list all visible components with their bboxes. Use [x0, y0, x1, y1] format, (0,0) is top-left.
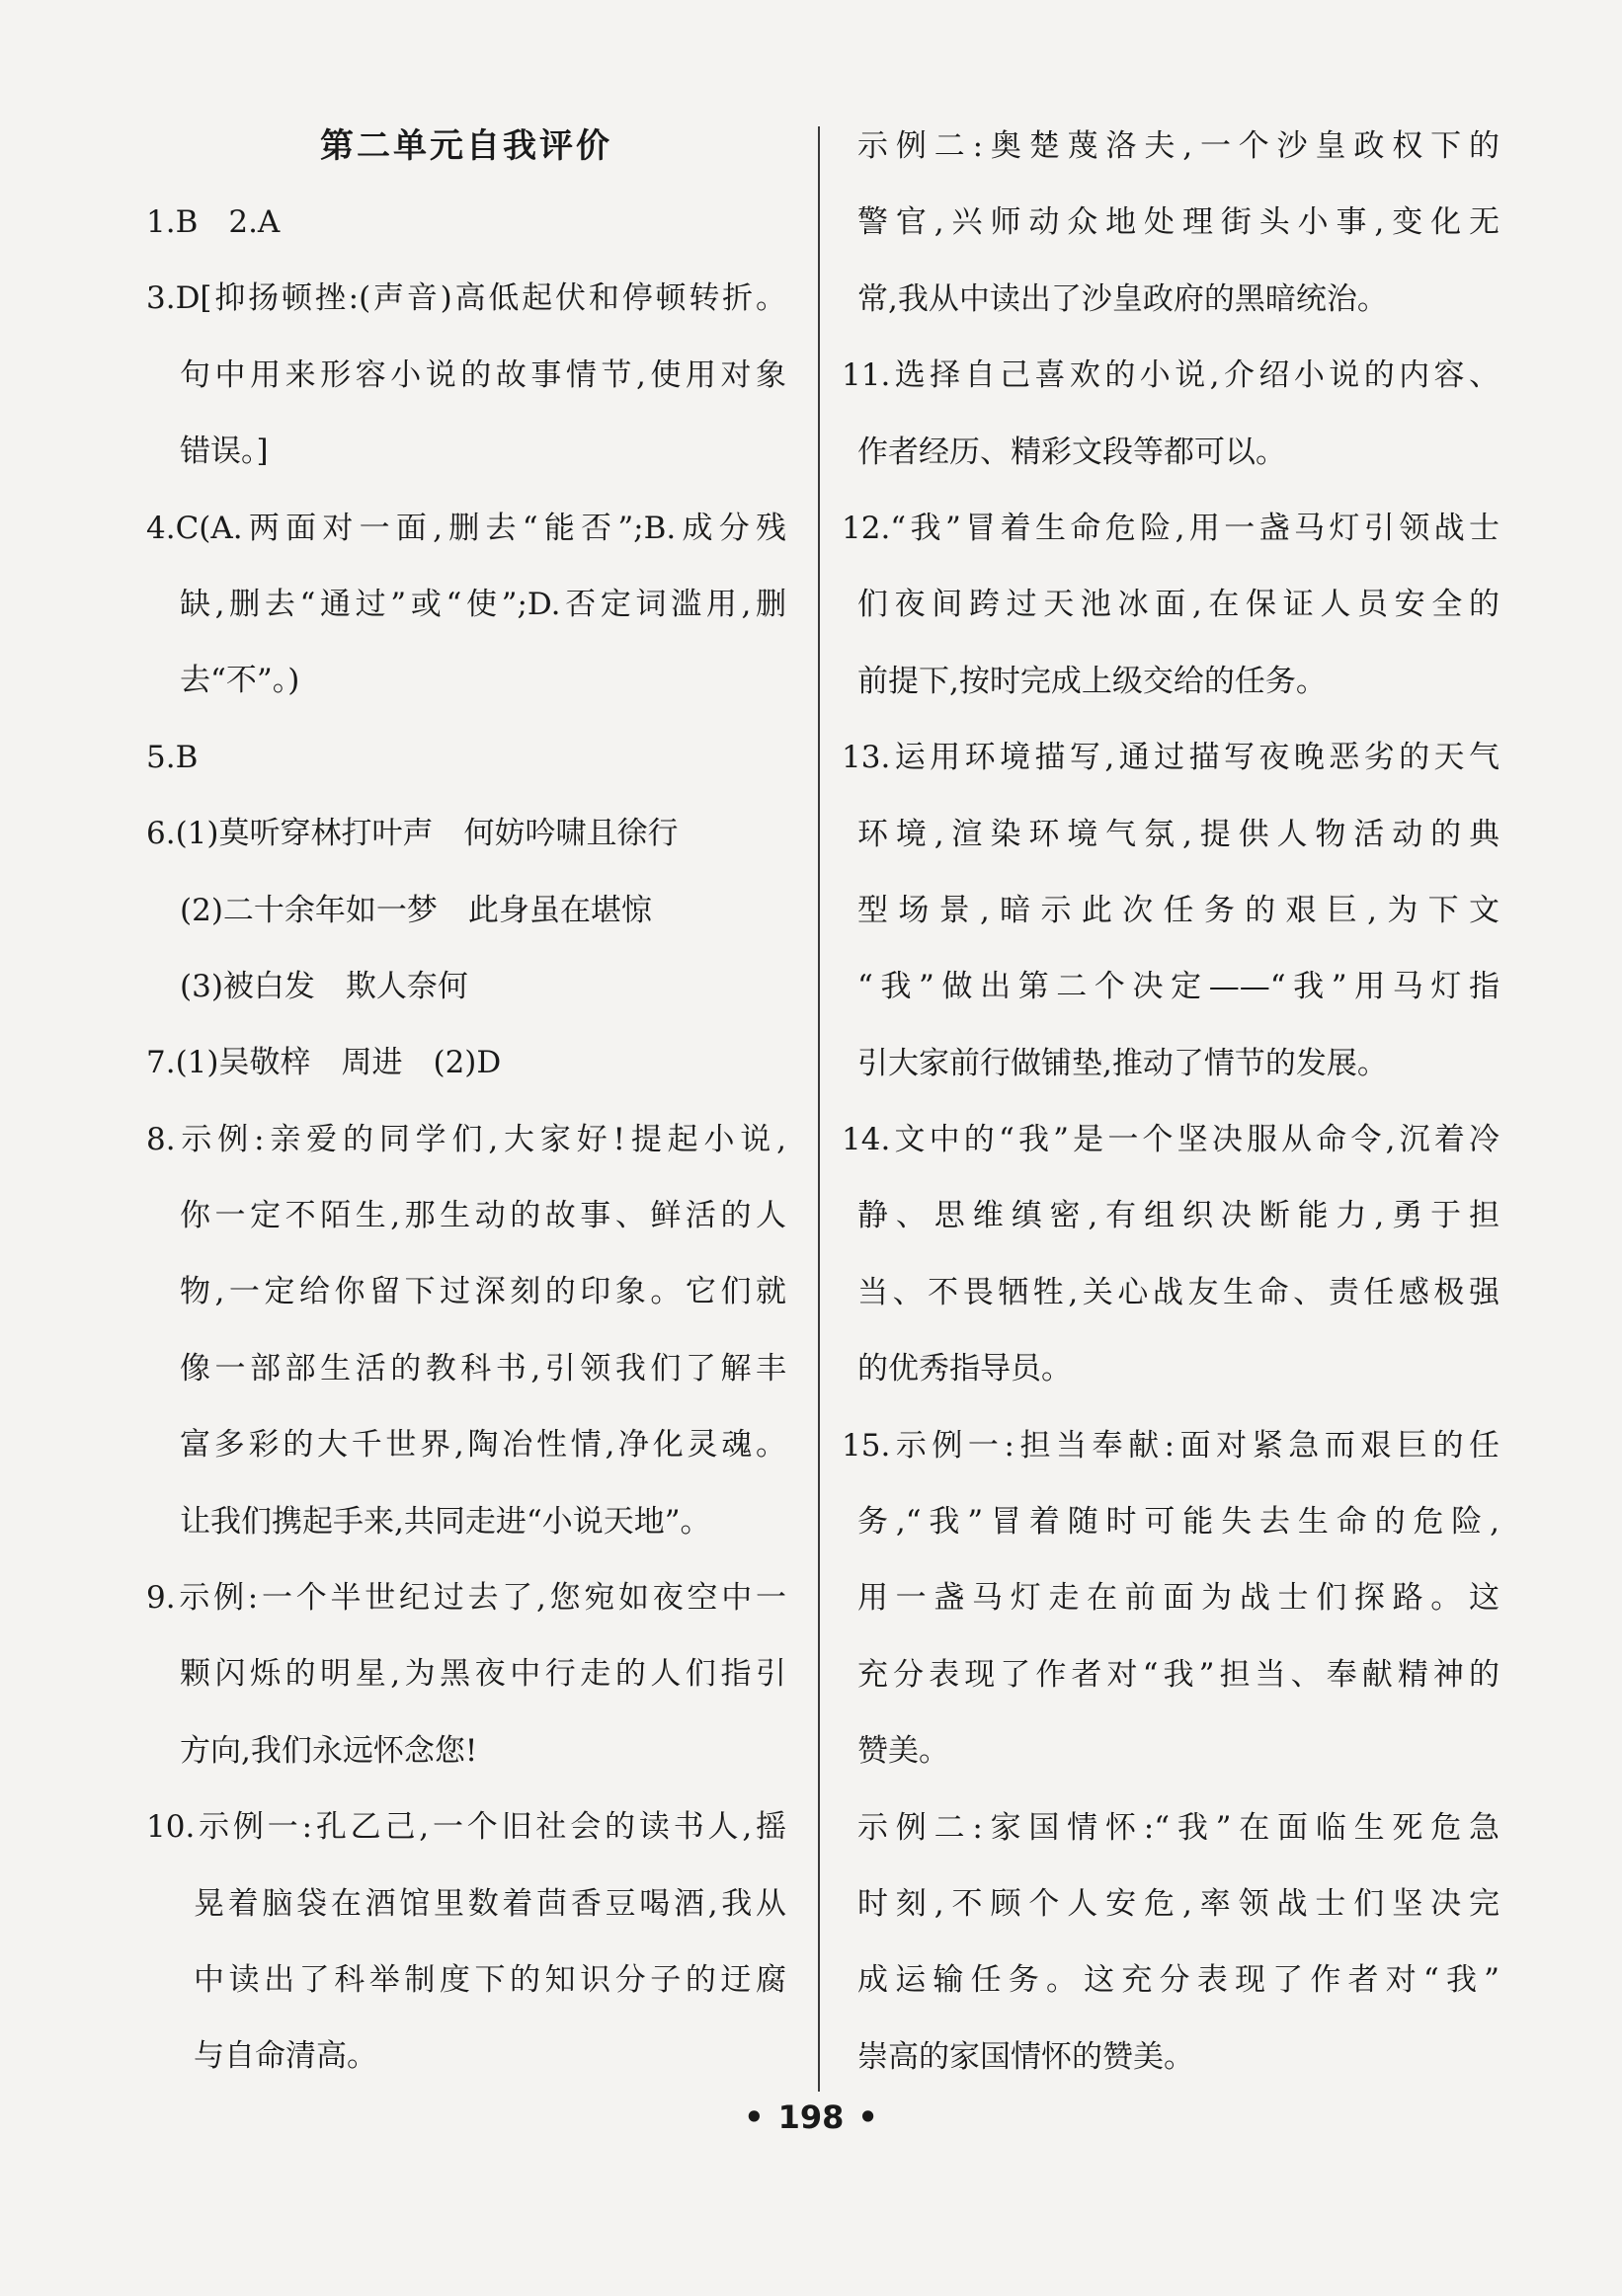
left-text-line: (3)被白发 欺人奈何 — [180, 968, 468, 1004]
right-text-line: 务,“我”冒着随时可能失去生命的危险, — [857, 1504, 1500, 1541]
left-text-line: 方向,我们永远怀念您! — [180, 1732, 478, 1769]
left-text-line: 错误。] — [180, 434, 269, 470]
left-column — [146, 109, 786, 2096]
left-text-line: 1.B 2.A — [146, 204, 281, 240]
left-text-line: 颗闪烁的明星,为黑夜中行走的人们指引 — [180, 1656, 786, 1693]
left-text-line: 8.示例:亲爱的同学们,大家好!提起小说, — [146, 1121, 786, 1157]
right-text-line: 型场景,暗示此次任务的艰巨,为下文 — [857, 892, 1500, 928]
right-text-line: 警官,兴师动众地处理街头小事,变化无 — [857, 204, 1500, 241]
right-text-line: 前提下,按时完成上级交给的任务。 — [857, 663, 1327, 699]
right-text-line: 崇高的家国情怀的赞美。 — [857, 2038, 1194, 2075]
left-text-line: 物,一定给你留下过深刻的印象。它们就 — [180, 1274, 786, 1310]
left-text-line: 10.示例一:孔乙己,一个旧社会的读书人,摇 — [146, 1809, 786, 1846]
left-text-line: 你一定不陌生,那生动的故事、鲜活的人 — [180, 1198, 786, 1234]
right-text-line: 环境,渲染环境气氛,提供人物活动的典 — [857, 816, 1500, 852]
right-text-line: 用一盏马灯走在前面为战士们探路。这 — [857, 1580, 1500, 1617]
right-text-line: 充分表现了作者对“我”担当、奉献精神的 — [857, 1656, 1500, 1693]
footer-dot-right: • — [857, 2098, 878, 2136]
right-answer-lines — [842, 109, 1500, 2096]
right-text-line: 12.“我”冒着生命危险,用一盏马灯引领战士 — [842, 510, 1500, 546]
right-text-line: 引大家前行做铺垫,推动了情节的发展。 — [857, 1045, 1388, 1081]
left-text-line: 与自命清高。 — [194, 2038, 377, 2075]
right-text-line: 15.示例一:担当奉献:面对紧急而艰巨的任 — [842, 1427, 1500, 1464]
section-title: 第二单元自我评价 — [320, 126, 612, 166]
right-text-line: 示例二:家国情怀:“我”在面临生死危急 — [857, 1809, 1500, 1846]
left-text-line: 中读出了科举制度下的知识分子的迂腐 — [194, 1961, 786, 1998]
right-text-line: 们夜间跨过天池冰面,在保证人员安全的 — [857, 587, 1500, 623]
right-text-line: 11.选择自己喜欢的小说,介绍小说的内容、 — [842, 357, 1500, 394]
right-text-line: 13.运用环境描写,通过描写夜晚恶劣的天气 — [842, 740, 1500, 776]
left-answer-lines — [146, 185, 786, 2096]
left-text-line: 6.(1)莫听穿林打叶声 何妨吟啸且徐行 — [146, 816, 679, 852]
left-text-line: 7.(1)吴敬梓 周进 (2)D — [146, 1045, 502, 1081]
right-text-line: 作者经历、精彩文段等都可以。 — [857, 434, 1286, 470]
right-text-line: “我”做出第二个决定——“我”用马灯指 — [857, 969, 1500, 1005]
right-text-line: 示例二:奥楚蔑洛夫,一个沙皇政权下的 — [857, 128, 1500, 164]
left-text-line: 缺,删去“通过”或“使”;D.否定词滥用,删 — [180, 586, 786, 622]
left-text-line: 去“不”。) — [180, 663, 300, 699]
right-text-line: 静、思维缜密,有组织决断能力,勇于担 — [857, 1198, 1500, 1234]
left-text-line: 句中用来形容小说的故事情节,使用对象 — [180, 356, 786, 393]
right-text-line: 成运输任务。这充分表现了作者对“我” — [857, 1962, 1500, 1999]
left-text-line: 让我们携起手来,共同走进“小说天地”。 — [180, 1503, 711, 1540]
right-text-line: 当、不畏牺牲,关心战友生命、责任感极强 — [857, 1274, 1500, 1310]
right-text-line: 常,我从中读出了沙皇政府的黑暗统治。 — [857, 280, 1388, 317]
right-text-line: 14.文中的“我”是一个坚决服从命令,沉着冷 — [842, 1122, 1500, 1158]
left-text-line: 3.D[抑扬顿挫:(声音)高低起伏和停顿转折。 — [146, 280, 786, 317]
page-footer — [0, 2098, 1622, 2136]
right-column — [842, 109, 1500, 2096]
left-text-line: 4.C(A.两面对一面,删去“能否”;B.成分残 — [146, 510, 786, 546]
column-divider — [818, 126, 820, 2092]
right-text-line: 时刻,不顾个人安危,率领战士们坚决完 — [857, 1885, 1500, 1922]
left-text-line: 晃着脑袋在酒馆里数着茴香豆喝酒,我从 — [194, 1885, 786, 1922]
footer-dot-left: • — [744, 2098, 765, 2136]
right-text-line: 的优秀指导员。 — [857, 1351, 1072, 1387]
right-text-line: 赞美。 — [857, 1733, 949, 1770]
left-text-line: 5.B — [146, 739, 199, 775]
page-number: 198 — [777, 2098, 845, 2136]
left-text-line: 像一部部生活的教科书,引领我们了解丰 — [180, 1350, 786, 1386]
left-text-line: (2)二十余年如一梦 此身虽在堪惊 — [180, 892, 652, 928]
left-text-line: 富多彩的大千世界,陶冶性情,净化灵魂。 — [180, 1427, 786, 1464]
left-text-line: 9.示例:一个半世纪过去了,您宛如夜空中一 — [146, 1580, 786, 1617]
